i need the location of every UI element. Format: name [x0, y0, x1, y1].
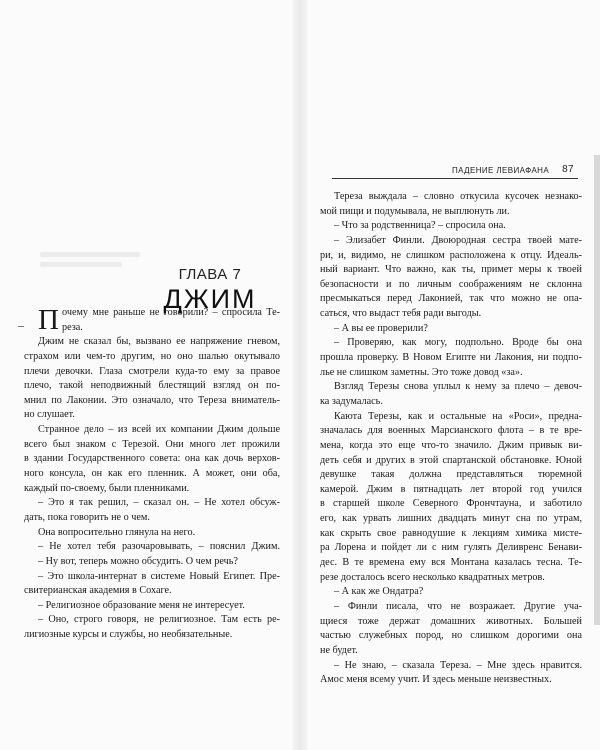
- chapter-title: ДЖИМ: [163, 284, 257, 314]
- text-line: ного консула, он как его пленник. А может, они оба,: [24, 468, 280, 480]
- text-line: щиеся тоже держат домашних животных. Большей: [320, 615, 582, 627]
- dropcap-letter: П: [38, 304, 59, 336]
- left-lines: [24, 335, 280, 642]
- text-line: его, как урвать лишних двадцать минут сна по утрам,: [320, 513, 582, 525]
- chapter-label: ГЛАВА 7: [178, 266, 242, 283]
- text-line: Амос меня всему учит. И здесь меньше неизвестных.: [320, 674, 552, 686]
- text-line: как скрыть свое равнодушие к лекциям химика мисте-: [320, 527, 582, 539]
- text-line: Джим не сказал бы, вызвано ее напряжение гневом,: [38, 336, 280, 348]
- text-line: безопасности и по личным соображениям не склонна: [320, 278, 582, 290]
- page-number: 87: [562, 164, 574, 175]
- text-line: – А как же Ондатра?: [334, 586, 424, 598]
- text-line: – Оно, строго говоря, не религиозное. Там есть ре-: [38, 614, 280, 626]
- text-line: страхом или чем-то другим, но оно шалью окутывало: [24, 350, 280, 362]
- text-line: частью служебных пород, но слишком дорогими она: [320, 630, 582, 642]
- running-header: [332, 160, 578, 179]
- text-line: дать, пока говорить не о чем.: [24, 511, 150, 523]
- text-line: плечо, такой неподвижный блестящий взгляд он по-: [24, 380, 280, 392]
- text-line: лье не слишком заметны. Это тоже довод «за».: [320, 366, 523, 378]
- text-line: – Элизабет Финли. Двоюродная сестра твоей мате-: [334, 234, 582, 246]
- text-line: значалась для военных Марсианского флота – в те вре-: [320, 425, 582, 437]
- text-line: саться, что выдаст тебя ради выгоды.: [320, 308, 482, 320]
- text-line: – Что за родственница? – спросила она.: [334, 220, 506, 232]
- text-line: – Не знаю, – сказала Тереза. – Мне здесь нравится.: [334, 659, 582, 671]
- text-line: девушке такая должна представляться тюремной: [320, 469, 582, 481]
- text-line: – Ну вот, теперь можно обсудить. О чем речь?: [38, 555, 238, 567]
- text-line: резе досталось всего несколько квадратных метров.: [320, 571, 545, 583]
- text-line: мой пищи и подумывала, не выплюнуть ли.: [320, 205, 510, 217]
- text-line: Каюта Терезы, как и остальные на «Роси», предна-: [334, 410, 582, 422]
- text-line: – Это я так решил, – сказал он. – Не хотел обсуж-: [38, 497, 280, 509]
- text-line: – Не хотел тебя разочаровывать, – пояснил Джим.: [38, 541, 280, 553]
- text-line: – Проверяю, как могу, подпольно. Вроде бы она: [334, 337, 582, 349]
- book-gutter: [292, 0, 308, 750]
- text-line: пресмыкаться перед Лаконией, так что можно не опа-: [320, 293, 582, 305]
- text-line: ка задумалась.: [320, 395, 383, 407]
- text-line: не будет.: [320, 644, 358, 656]
- text-line: в здании Государственного совета: она как дочь верхов-: [24, 453, 280, 465]
- text-line: – А вы ее проверили?: [334, 322, 428, 334]
- text-line: каждый по-своему, были пленниками.: [24, 482, 190, 494]
- text-line: мена, когда это еще что-то значило. Джим привык ви-: [320, 439, 582, 451]
- text-line: ри, и, видимо, не слишком расположена к отцу. Идеаль-: [320, 249, 582, 261]
- text-line: свитерианская академия в Сохаге.: [24, 585, 172, 597]
- left-page-text: [18, 304, 280, 643]
- text-line: деть себя и других в этой спартанской обстановке. Юной: [320, 454, 582, 466]
- text-line: Она вопросительно глянула на него.: [38, 526, 196, 538]
- book-title: ПАДЕНИЕ ЛЕВИАФАНА: [452, 166, 550, 175]
- text-line: Странное дело – из всей их компании Джим дольше: [38, 424, 280, 436]
- text-line: реза.: [62, 321, 83, 333]
- text-line: в старшей школе Северного Фрончтауна, и заботило: [320, 498, 582, 510]
- right-lines: [320, 190, 582, 688]
- faded-bleedthrough: [40, 252, 140, 276]
- text-line: – Это школа-интернат в системе Новый Египет. Пре-: [38, 570, 280, 582]
- dropcap-dash: –: [18, 318, 24, 332]
- page-edge: [594, 155, 600, 625]
- text-line: – Финли писала, что не возражает. Другие уча-: [334, 600, 582, 612]
- opening-paragraph: [18, 304, 280, 336]
- text-line: ный вариант. Что важно, как ты, примет меры к твоей: [320, 264, 582, 276]
- right-page-text: [320, 190, 582, 688]
- text-line: Взгляд Терезы снова уплыл к нему за плечо – девоч-: [334, 381, 582, 393]
- text-line: ра Лорена и пойдет ли с ним гулять Деливренс Бенави-: [320, 542, 582, 554]
- text-line: Тереза выждала – словно откусила кусочек незнако-: [334, 191, 582, 202]
- text-line: плечи девочки. Глаза смотрели куда-то ему за правое: [24, 365, 280, 377]
- text-line: всего был знаком с Терезой. Они много лет прожили: [24, 438, 280, 450]
- text-line: прошла проверку. В Новом Египте ни Лакония, ни подпо-: [320, 352, 582, 364]
- text-line: лигиозные курсы и службы, но необязательные.: [24, 629, 233, 641]
- text-line: мнил по Лаконии. Это означало, что Тереза вниматель-: [24, 394, 280, 406]
- text-line: камерой. Джим в пятнадцать лет второй год учился: [320, 483, 582, 495]
- text-line: – Религиозное образование меня не интересует.: [38, 599, 245, 611]
- text-line: очему мне раньше не говорили? – спросила Те-: [62, 307, 280, 318]
- text-line: но слушает.: [24, 409, 75, 421]
- text-line: дес. В те времена ему вся Монтана казалась тесна. Те-: [320, 557, 582, 569]
